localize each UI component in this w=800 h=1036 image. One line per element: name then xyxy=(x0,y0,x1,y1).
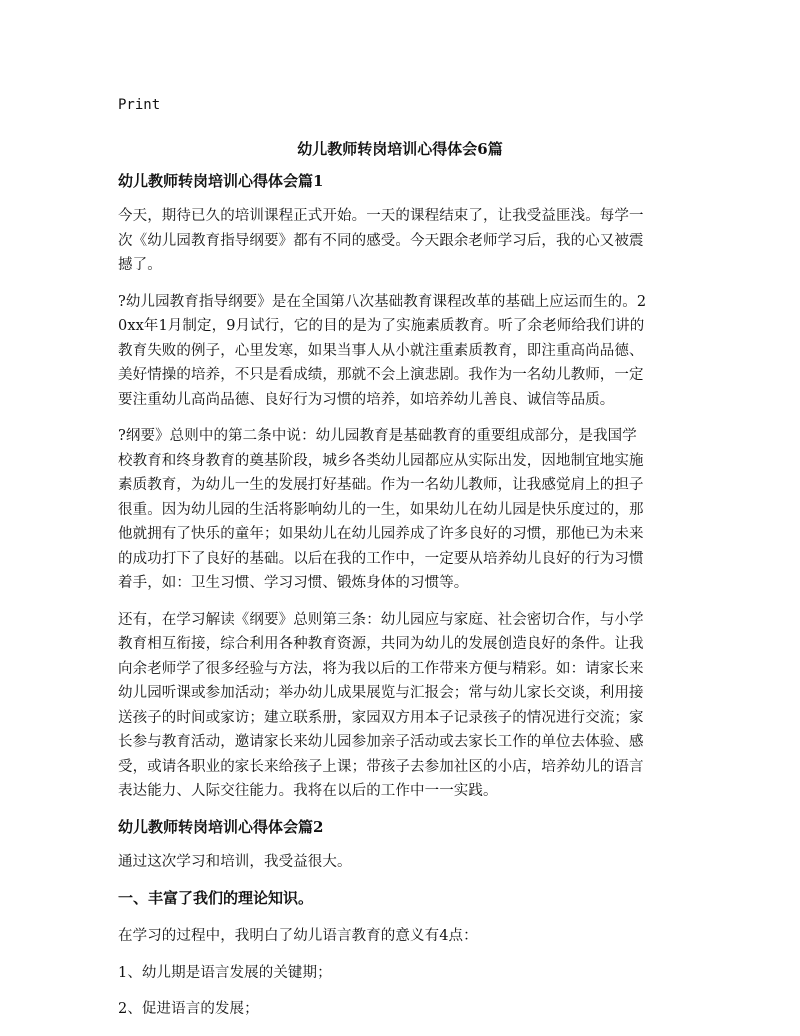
text-line: 长参与教育活动，邀请家长来幼儿园参加亲子活动或去家长工作的单位去体验、感 xyxy=(118,734,644,750)
text-line: 0xx年1月制定，9月试行，它的目的是为了实施素质教育。听了余老师给我们讲的 xyxy=(118,318,645,334)
list-item xyxy=(118,997,690,1022)
section-1-paragraph-3 xyxy=(118,424,690,596)
text-line: 幼儿园听课或参加活动；举办幼儿成果展览与汇报会；常与幼儿家长交谈，利用接 xyxy=(118,685,644,701)
section-2-paragraph xyxy=(118,924,690,949)
text-line: 他就拥有了快乐的童年；如果幼儿在幼儿园养成了许多良好的习惯，那他已为未来 xyxy=(118,526,644,542)
list-item-text: 2、促进语言的发展； xyxy=(118,1001,259,1017)
text-line: 送孩子的时间或家访；建立联系册，家园双方用本子记录孩子的情况进行交流；家 xyxy=(118,709,644,726)
section-2-heading: 幼儿教师转岗培训心得体会篇2 xyxy=(118,817,324,836)
list-item-text: 1、幼儿期是语言发展的关键期； xyxy=(118,964,332,981)
section-1-paragraph-4 xyxy=(118,608,690,804)
list-item xyxy=(118,961,690,986)
text-line: 的成功打下了良好的基础。以后在我的工作中，一定要从培养幼儿良好的行为习惯 xyxy=(118,550,644,567)
section-2-intro xyxy=(118,850,690,875)
text-line: 通过这次学习和培训，我受益很大。 xyxy=(118,853,352,870)
text-line: 表达能力、人际交往能力。我将在以后的工作中一一实践。 xyxy=(118,783,498,799)
text-line: ?纲要》总则中的第二条中说：幼儿园教育是基础教育的重要组成部分，是我国学 xyxy=(118,428,637,444)
text-line: 教育失败的例子，心里发寒，如果当事人从小就注重素质教育，即注重高尚品德、 xyxy=(118,342,644,359)
text-line: 今天，期待已久的培训课程正式开始。一天的课程结束了，让我受益匪浅。每学一 xyxy=(118,208,644,224)
text-line: ?幼儿园教育指导纲要》是在全国第八次基础教育课程改革的基础上应运而生的。2 xyxy=(118,293,647,310)
section-2-subheading: 一、丰富了我们的理论知识。 xyxy=(118,889,314,907)
print-link[interactable]: Print xyxy=(118,97,161,113)
text-line: 着手，如：卫生习惯、学习习惯、锻炼身体的习惯等。 xyxy=(118,575,469,591)
document-body xyxy=(118,170,690,1034)
text-line: 向余老师学了很多经验与方法，将为我以后的工作带来方便与精彩。如：请家长来 xyxy=(118,660,644,677)
text-line: 要注重幼儿高尚品德、良好行为习惯的培养，如培养幼儿善良、诚信等品质。 xyxy=(118,391,615,408)
text-line: 受，或请各职业的家长来给孩子上课；带孩子去参加社区的小店，培养幼儿的语言 xyxy=(118,758,644,775)
text-line: 还有，在学习解读《纲要》总则第三条：幼儿园应与家庭、社会密切合作，与小学 xyxy=(118,611,644,628)
section-1-paragraph-2 xyxy=(118,290,690,413)
text-line: 美好情操的培养，不只是看成绩，那就不会上演悲剧。我作为一名幼儿教师，一定 xyxy=(118,367,644,383)
text-line: 教育相互衔接，综合利用各种教育资源，共同为幼儿的发展创造良好的条件。让我 xyxy=(118,636,644,652)
text-line: 次《幼儿园教育指导纲要》都有不同的感受。今天跟余老师学习后，我的心又被震 xyxy=(118,232,644,249)
text-line: 很重。因为幼儿园的生活将影响幼儿的一生，如果幼儿在幼儿园是快乐度过的，那 xyxy=(118,501,644,518)
text-line: 撼了。 xyxy=(118,257,162,273)
text-line: 校教育和终身教育的奠基阶段，城乡各类幼儿园都应从实际出发，因地制宜地实施 xyxy=(118,452,644,469)
section-1-heading: 幼儿教师转岗培训心得体会篇1 xyxy=(118,172,324,190)
section-1-paragraph-1 xyxy=(118,204,690,278)
document-title: 幼儿教师转岗培训心得体会6篇 xyxy=(297,140,503,158)
text-line: 素质教育，为幼儿一生的发展打好基础。作为一名幼儿教师，让我感觉肩上的担子 xyxy=(118,477,644,493)
text-line: 在学习的过程中，我明白了幼儿语言教育的意义有4点： xyxy=(118,928,478,944)
